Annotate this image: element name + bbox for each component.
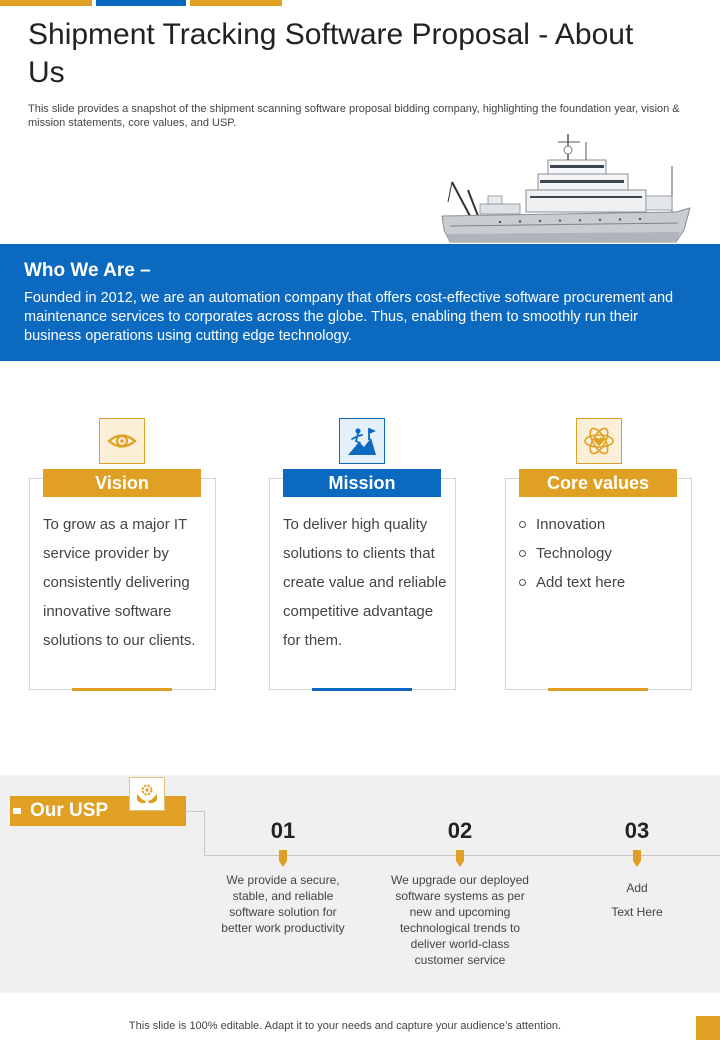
page-title: Shipment Tracking Software Proposal - About Us xyxy=(28,18,634,89)
usp-label: Our USP xyxy=(10,796,186,826)
usp-number: 03 xyxy=(624,818,650,843)
usp-number: 01 xyxy=(270,818,296,843)
mission-underline xyxy=(312,688,412,691)
top-accent-bar-blue xyxy=(96,0,186,6)
bullet-icon xyxy=(519,579,526,586)
page-subtitle: This slide provides a snapshot of the shipment scanning software proposal bidding company, highlighting the foundation year, vision & mission statements, core values, and USP. xyxy=(28,103,680,129)
core-value-item xyxy=(519,568,687,597)
usp-number: 02 xyxy=(447,818,473,843)
bullet-icon xyxy=(519,550,526,557)
core-values-underline xyxy=(548,688,648,691)
mission-text: To deliver high quality solutions to clients that create value and reliable competitive advantage for them. xyxy=(283,516,447,649)
core-values-list xyxy=(519,510,687,597)
who-we-are-text: Founded in 2012, we are an automation company that offers cost-effective software procurement and maintenance services to corporates across the globe. Thus, enabling them to smoothly run their business operations using cutting edge technology. xyxy=(24,290,674,344)
vision-label: Vision xyxy=(43,469,201,497)
usp-connector-dot xyxy=(13,808,21,814)
top-accent-bar-orange-1 xyxy=(0,0,92,6)
usp-connector-line xyxy=(186,811,205,812)
core-values-label: Core values xyxy=(519,469,677,497)
who-we-are-section xyxy=(0,244,720,361)
footer-accent-square xyxy=(696,1016,720,1040)
core-value-text: Add text here xyxy=(536,574,626,591)
usp-text: We upgrade our deployed software systems as per new and upcoming technological trends to deliver world-class customer service xyxy=(391,873,529,967)
core-value-text: Innovation xyxy=(536,516,606,533)
usp-marker-icon xyxy=(632,850,642,868)
bullet-icon xyxy=(519,521,526,528)
eye-icon xyxy=(99,418,145,464)
vision-underline xyxy=(72,688,172,691)
core-value-item xyxy=(519,510,687,539)
climber-flag-icon xyxy=(339,418,385,464)
usp-text: Add Text Here xyxy=(611,881,663,919)
usp-marker-icon xyxy=(455,850,465,868)
usp-connector-line xyxy=(204,811,205,856)
core-value-text: Technology xyxy=(536,545,612,562)
top-accent-bar-orange-2 xyxy=(190,0,282,6)
mission-label: Mission xyxy=(283,469,441,497)
usp-text: We provide a secure, stable, and reliable software solution for better work productivity xyxy=(221,873,345,935)
vision-text: To grow as a major IT service provider by consistently delivering innovative software solutions to our clients. xyxy=(43,516,196,649)
ship-image xyxy=(440,130,692,244)
footer-note: This slide is 100% editable. Adapt it to your needs and capture your audience’s attention. xyxy=(128,1020,562,1032)
who-we-are-heading: Who We Are – xyxy=(24,260,151,281)
hands-gear-icon xyxy=(129,777,165,811)
core-value-item xyxy=(519,539,687,568)
atom-heart-icon xyxy=(576,418,622,464)
usp-marker-icon xyxy=(278,850,288,868)
